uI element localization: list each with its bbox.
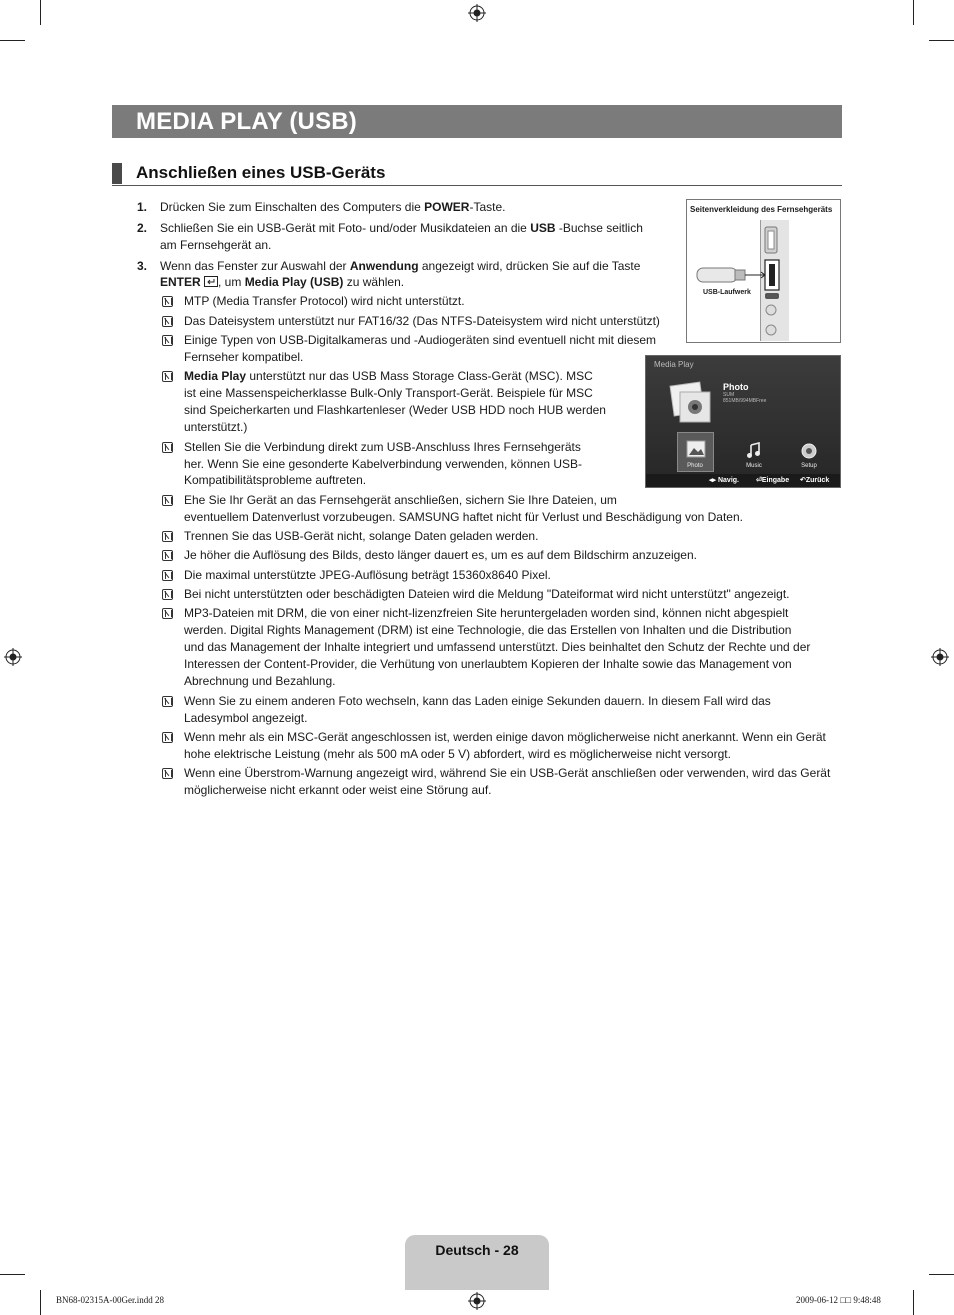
registration-mark-icon xyxy=(931,648,949,666)
back-hint: ↶Zurück xyxy=(800,477,830,484)
media-play-title: Media Play xyxy=(654,360,694,369)
note-text: Interessen der Content-Provider, die Verhütung von unerlaubtem Kopieren der Inhalte sowie das Management von xyxy=(184,657,792,671)
note-icon xyxy=(162,589,173,600)
note-icon xyxy=(162,531,173,542)
crop-mark xyxy=(913,1290,914,1315)
photo-icon xyxy=(686,440,706,458)
note-text: ist eine Massenspeicherklasse Bulk-Only Transport-Gerät. Beispiele für MSC xyxy=(184,386,593,400)
registration-mark-icon xyxy=(468,1292,486,1310)
note-text: und das Management der Inhalte integriert und umfassend unterstützt. Dies beinhaltet den Schutz der Rechte und der xyxy=(184,640,811,654)
crop-mark xyxy=(0,40,25,41)
section-title: Anschließen eines USB-Geräts xyxy=(136,163,386,182)
note-icon xyxy=(162,316,173,327)
note-text: möglicherweise nicht erkannt oder weist eine Störung auf. xyxy=(184,783,492,797)
media-play-icon-label: Music xyxy=(746,463,762,469)
page-title: MEDIA PLAY (USB) xyxy=(136,108,358,135)
note-text: werden. Digital Rights Management (DRM) ist eine Technologie, die das Erstellen von Inhalten und die Distribution xyxy=(184,623,792,637)
note-text: Ehe Sie Ihr Gerät an das Fernsehgerät anschließen, sichern Sie Ihre Dateien, um xyxy=(184,493,617,507)
note-text: Media Play unterstützt nur das USB Mass Storage Class-Gerät (MSC). MSC xyxy=(184,369,593,383)
enter-hint: ⏎Eingabe xyxy=(756,477,790,484)
note-text: Trennen Sie das USB-Gerät nicht, solange Daten geladen werden. xyxy=(184,529,539,543)
media-play-icon-label: Photo xyxy=(687,463,703,469)
note-icon xyxy=(162,608,173,619)
media-play-sum-label: SUM xyxy=(723,392,735,398)
note-icon xyxy=(162,371,173,382)
crop-mark xyxy=(40,0,41,25)
note-text: Fernseher kompatibel. xyxy=(184,350,304,364)
step-number: 1. xyxy=(137,200,148,214)
section-divider xyxy=(112,185,842,186)
note-text: Kompatibilitätsprobleme auftreten. xyxy=(184,473,367,487)
note-icon xyxy=(162,768,173,779)
enter-key-icon: ⏎ xyxy=(756,477,762,484)
note-text: MTP (Media Transfer Protocol) wird nicht unterstützt. xyxy=(184,294,465,308)
photo-stack-icon xyxy=(668,380,714,426)
diagram-caption: Seitenverkleidung des Fernsehgeräts xyxy=(690,205,833,214)
crop-mark xyxy=(929,40,954,41)
note-icon xyxy=(162,696,173,707)
media-play-photo-heading: Photo xyxy=(723,382,749,392)
section-marker xyxy=(112,163,122,184)
music-icon[interactable] xyxy=(745,442,763,460)
note-text: Wenn Sie zu einem anderen Foto wechseln, kann das Laden einige Sekunden dauern. In diesem Fall wird das xyxy=(184,694,771,708)
note-icon xyxy=(162,570,173,581)
note-icon xyxy=(162,550,173,561)
note-text: sind Speicherkarten und Flashkartenleser (Weder USB HDD noch HUB werden xyxy=(184,403,606,417)
note-text: Die maximal unterstützte JPEG-Auflösung beträgt 15360x8640 Pixel. xyxy=(184,568,551,582)
enter-key-icon xyxy=(204,276,218,287)
note-text: Je höher die Auflösung des Bilds, desto länger dauert es, um es auf dem Bildschirm anzuzeigen. xyxy=(184,548,697,562)
note-text: MP3-Dateien mit DRM, die von einer nicht-lizenzfreien Site heruntergeladen worden sind, können nicht abgespielt xyxy=(184,606,789,620)
page-number-label: Deutsch - 28 xyxy=(435,1242,519,1258)
registration-mark-icon xyxy=(4,648,22,666)
note-text: unterstützt.) xyxy=(184,420,248,434)
note-text: Ladesymbol angezeigt. xyxy=(184,711,308,725)
step-text: Drücken Sie zum Einschalten des Computers die POWER-Taste. xyxy=(160,200,506,214)
crop-mark xyxy=(929,1274,954,1275)
crop-mark xyxy=(0,1274,25,1275)
usb-drive-label: USB-Laufwerk xyxy=(703,289,751,296)
note-text: Abrechnung und Bezahlung. xyxy=(184,674,336,688)
step-number: 3. xyxy=(137,259,148,273)
media-play-free-space: 851MB/994MBFree xyxy=(723,398,767,404)
note-text: Das Dateisystem unterstützt nur FAT16/32 (Das NTFS-Dateisystem wird nicht unterstützt) xyxy=(184,314,660,328)
note-text: Bei nicht unterstützten oder beschädigten Dateien wird die Meldung "Dateiformat wird nicht unterstützt" angezeigt. xyxy=(184,587,790,601)
setup-gear-icon[interactable] xyxy=(800,442,818,460)
note-text: eventuellem Datenverlust vorzubeugen. SAMSUNG haftet nicht für Verlust und Beschädigung von Daten. xyxy=(184,510,743,524)
step-text: ENTER , um Media Play (USB) zu wählen. xyxy=(160,275,405,289)
note-text: Stellen Sie die Verbindung direkt zum USB-Anschluss Ihres Fernsehgeräts xyxy=(184,440,581,454)
note-icon xyxy=(162,732,173,743)
registration-mark-icon xyxy=(468,4,486,22)
note-icon xyxy=(162,442,173,453)
file-info: BN68-02315A-00Ger.indd 28 xyxy=(56,1295,164,1305)
note-text: Wenn eine Überstrom-Warnung angezeigt wird, während Sie ein USB-Gerät anschließen oder verwenden, wird das Gerät xyxy=(184,766,831,780)
step-text: Schließen Sie ein USB-Gerät mit Foto- und/oder Musikdateien an die USB -Buchse seitlich xyxy=(160,221,643,235)
media-play-icon-label: Setup xyxy=(801,463,817,469)
step-text: Wenn das Fenster zur Auswahl der Anwendung angezeigt wird, drücken Sie auf die Taste xyxy=(160,259,641,273)
step-text: am Fernsehgerät an. xyxy=(160,238,272,252)
crop-mark xyxy=(913,0,914,25)
note-icon xyxy=(162,495,173,506)
step-number: 2. xyxy=(137,221,148,235)
tv-ports-illustration xyxy=(695,222,795,342)
note-text: Einige Typen von USB-Digitalkameras und -Audiogeräten sind eventuell nicht mit diesem xyxy=(184,333,657,347)
date-info: 2009-06-12 □□ 9:48:48 xyxy=(796,1295,881,1305)
note-text: Wenn mehr als ein MSC-Gerät angeschlossen ist, werden einige davon möglicherweise nicht anerkannt. Wenn ein Gerät xyxy=(184,730,826,744)
return-icon: ↶ xyxy=(800,477,806,484)
note-icon xyxy=(162,335,173,346)
note-text: her. Wenn Sie eine gesonderte Kabelverbindung verwenden, können USB- xyxy=(184,457,583,471)
note-icon xyxy=(162,296,173,307)
crop-mark xyxy=(40,1290,41,1315)
arrows-icon: ◂▸ xyxy=(709,477,717,484)
note-text: hohe elektrische Leistung (mehr als 500 mA oder 5 V) abfordert, wird es möglicherweise nicht versorgt. xyxy=(184,747,731,761)
nav-hint: ◂▸ Navig. xyxy=(709,477,739,484)
